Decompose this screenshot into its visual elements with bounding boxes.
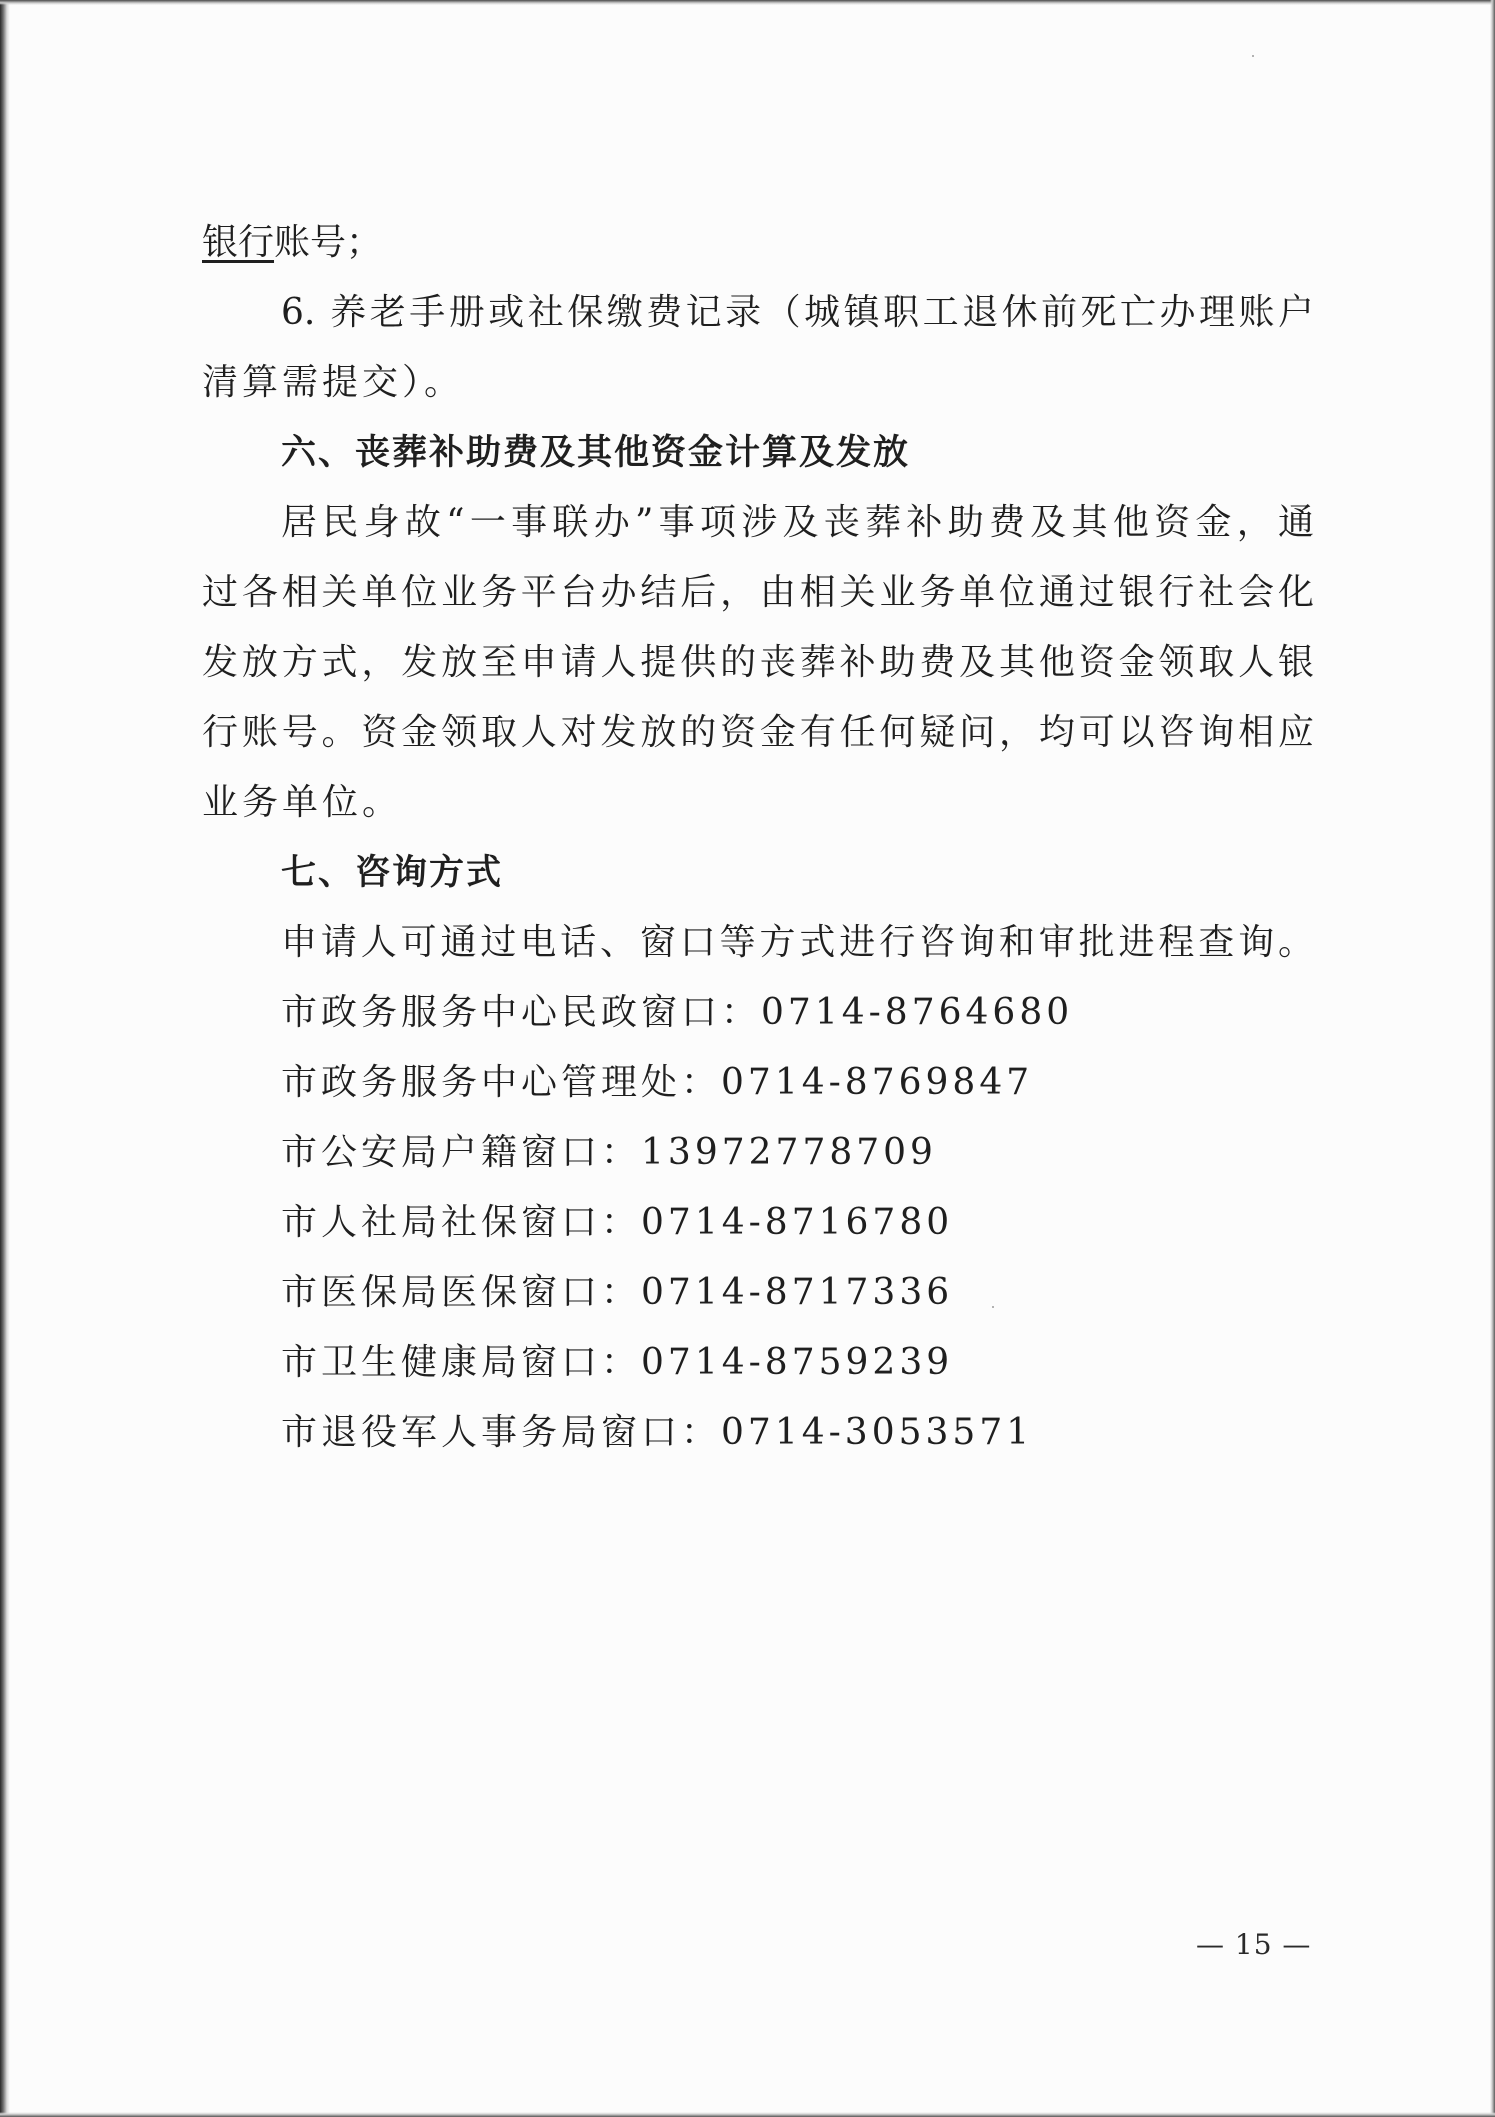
contact-label: 市政务服务中心民政窗口： [281, 992, 762, 1033]
contact-phone: 0714-8764680 [761, 992, 1074, 1033]
contact-line [202, 978, 1314, 1048]
underlined-text: 银行 [202, 222, 275, 263]
page-number: — 15 — [1196, 1928, 1312, 1961]
contact-label: 市人社局社保窗口： [281, 1202, 642, 1243]
contact-phone: 0714-8717336 [641, 1272, 954, 1313]
contact-label: 市公安局户籍窗口： [281, 1132, 642, 1173]
contact-phone: 0714-8716780 [641, 1202, 954, 1243]
contact-label: 市卫生健康局窗口： [281, 1342, 642, 1383]
section-6-paragraph-line-2: 过各相关单位业务平台办结后，由相关业务单位通过银行社会化 [202, 572, 1314, 613]
scan-edge-left [0, 0, 10, 2117]
contact-phone: 0714-3053571 [721, 1412, 1034, 1453]
contact-line [202, 1118, 1314, 1188]
item-6-line-1: 6. 养老手册或社保缴费记录（城镇职工退休前死亡办理账户 [281, 292, 1314, 333]
contact-label: 市退役军人事务局窗口： [281, 1412, 722, 1453]
scan-edge-right [1490, 0, 1495, 2117]
scan-edge-top [0, 0, 1495, 5]
section-6-paragraph-line-4: 行账号。资金领取人对发放的资金有任何疑问，均可以咨询相应 [202, 712, 1314, 753]
contact-line [202, 1258, 1314, 1328]
continuation-line [202, 208, 1314, 278]
contact-phone: 0714-8769847 [721, 1062, 1034, 1103]
scan-speck [1252, 55, 1254, 57]
contact-phone: 0714-8759239 [641, 1342, 954, 1383]
contact-line [202, 1328, 1314, 1398]
section-6-paragraph-line-5: 业务单位。 [202, 782, 403, 823]
section-7-intro: 申请人可通过电话、窗口等方式进行咨询和审批进程查询。 [281, 922, 1314, 963]
section-6-heading: 六、丧葬补助费及其他资金计算及发放 [281, 433, 911, 473]
section-6-paragraph-line-1: 居民身故“一事联办”事项涉及丧葬补助费及其他资金，通 [281, 502, 1314, 543]
contact-label: 市政务服务中心管理处： [281, 1062, 722, 1103]
continuation-text: 账号； [274, 222, 383, 263]
contact-label: 市医保局医保窗口： [281, 1272, 642, 1313]
section-6-paragraph-line-3: 发放方式，发放至申请人提供的丧葬补助费及其他资金领取人银 [202, 642, 1314, 683]
contact-phone: 13972778709 [641, 1132, 937, 1173]
section-7-heading: 七、咨询方式 [281, 853, 504, 893]
item-6-line-2: 清算需提交）。 [202, 362, 465, 403]
contact-line [202, 1048, 1314, 1118]
contact-line [202, 1398, 1314, 1468]
contact-line [202, 1188, 1314, 1258]
document-body [202, 208, 1314, 1468]
scan-edge-bottom [0, 2112, 1495, 2117]
